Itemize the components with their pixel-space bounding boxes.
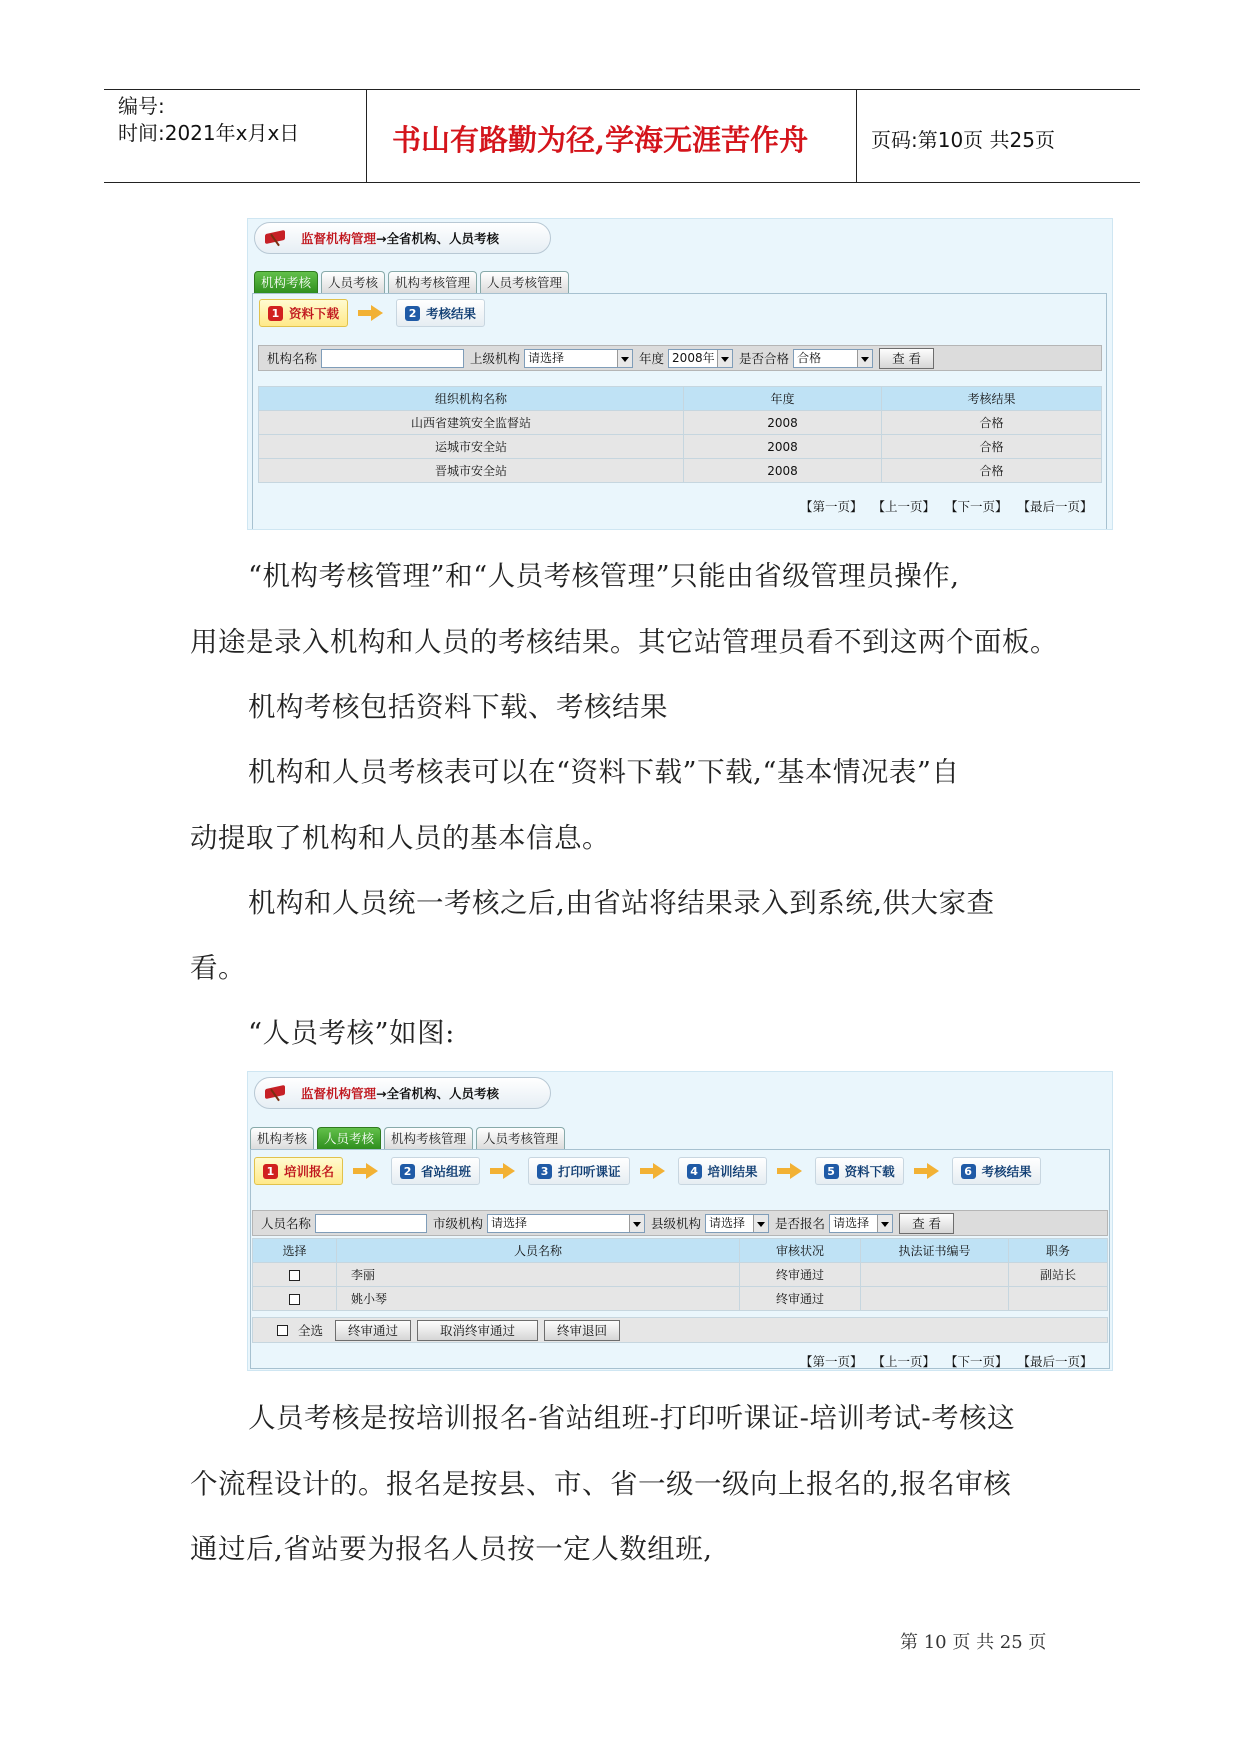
year-select[interactable]: 2008年 — [668, 349, 733, 368]
org-name-input[interactable] — [321, 349, 464, 368]
step-label: 培训报名 — [284, 1164, 335, 1179]
person-name-cell: 李丽 — [337, 1263, 740, 1287]
year-cell: 2008 — [684, 435, 882, 459]
tab-person-review-admin[interactable]: 人员考核管理 — [480, 271, 569, 293]
paragraph-2: 机构考核包括资料下载、考核结果 — [248, 691, 668, 723]
select-all-checkbox[interactable] — [277, 1325, 288, 1336]
first-page-link[interactable]: 【第一页】 — [800, 499, 863, 514]
checkbox[interactable] — [289, 1294, 300, 1305]
pass-select[interactable]: 合格 — [793, 349, 873, 368]
city-org-select[interactable]: 请选择 — [487, 1214, 645, 1233]
paragraph-4-line-2: 看。 — [190, 952, 246, 984]
table-row — [259, 435, 1102, 459]
column-header: 审核状况 — [740, 1239, 861, 1263]
step-number: 5 — [824, 1164, 839, 1179]
step-number: 1 — [263, 1164, 278, 1179]
result-cell: 合格 — [882, 435, 1102, 459]
step-label: 省站组班 — [421, 1164, 472, 1179]
tab-org-review[interactable]: 机构考核 — [254, 271, 318, 293]
pagination — [800, 1352, 1093, 1370]
column-header: 组织机构名称 — [259, 387, 684, 411]
breadcrumb-current: →全省机构、人员考核 — [376, 231, 499, 246]
step-download[interactable] — [259, 299, 348, 327]
step-class-grouping[interactable] — [391, 1157, 480, 1185]
result-cell: 合格 — [882, 411, 1102, 435]
final-approve-button[interactable]: 终审通过 — [335, 1320, 411, 1341]
next-page-link[interactable]: 【下一页】 — [945, 1354, 1008, 1369]
org-name-label: 机构名称 — [267, 351, 318, 366]
first-page-link[interactable]: 【第一页】 — [800, 1354, 863, 1369]
flag-icon — [265, 1086, 289, 1100]
paragraph-3-line-1: 机构和人员考核表可以在“资料下载”下载,“基本情况表”自 — [248, 756, 960, 788]
tab-person-review-admin[interactable]: 人员考核管理 — [476, 1127, 565, 1149]
paragraph-1-line-1: “机构考核管理”和“人员考核管理”只能由省级管理员操作, — [248, 560, 960, 592]
paragraph-6-line-3: 通过后,省站要为报名人员按一定人数组班, — [190, 1533, 713, 1565]
checkbox[interactable] — [289, 1270, 300, 1281]
parent-org-select[interactable]: 请选择 — [524, 349, 633, 368]
step-number: 4 — [687, 1164, 702, 1179]
org-name-cell: 山西省建筑安全监督站 — [259, 411, 684, 435]
page-info: 页码:第10页 共25页 — [871, 128, 1055, 152]
county-org-select[interactable]: 请选择 — [705, 1214, 769, 1233]
parent-org-label: 上级机构 — [470, 351, 521, 366]
status-cell: 终审通过 — [740, 1263, 861, 1287]
next-page-link[interactable]: 【下一页】 — [945, 499, 1008, 514]
tab-org-review[interactable]: 机构考核 — [250, 1127, 314, 1149]
table-row — [253, 1287, 1108, 1311]
arrow-right-icon — [353, 1163, 381, 1179]
position-cell: 副站长 — [1009, 1263, 1108, 1287]
step-label: 培训结果 — [707, 1164, 758, 1179]
table-row — [259, 411, 1102, 435]
step-label: 资料下载 — [289, 306, 340, 321]
tab-bar — [250, 1127, 565, 1149]
paragraph-1-line-2: 用途是录入机构和人员的考核结果。其它站管理员看不到这两个面板。 — [190, 626, 1058, 658]
arrow-right-icon — [358, 305, 386, 321]
paragraph-5: “人员考核”如图: — [248, 1017, 455, 1049]
person-name-cell: 姚小琴 — [337, 1287, 740, 1311]
tab-person-review[interactable]: 人员考核 — [321, 271, 385, 293]
arrow-right-icon — [490, 1163, 518, 1179]
paragraph-6-line-1: 人员考核是按培训报名-省站组班-打印听课证-培训考试-考核这 — [248, 1402, 1016, 1434]
org-result-table — [258, 386, 1102, 483]
tab-org-review-admin[interactable]: 机构考核管理 — [388, 271, 477, 293]
step-number: 1 — [268, 306, 283, 321]
number-label: 编号: — [118, 94, 165, 118]
motto: 书山有路勤为径,学海无涯苦作舟 — [392, 123, 809, 157]
prev-page-link[interactable]: 【上一页】 — [872, 1354, 936, 1369]
paragraph-6-line-2: 个流程设计的。报名是按县、市、省一级一级向上报名的,报名审核 — [190, 1468, 1012, 1500]
org-review-screenshot — [247, 218, 1113, 530]
select-all-label: 全选 — [298, 1323, 324, 1338]
row-select[interactable] — [253, 1263, 337, 1287]
column-header: 考核结果 — [882, 387, 1102, 411]
step-number: 6 — [961, 1164, 976, 1179]
breadcrumb-current: →全省机构、人员考核 — [376, 1086, 499, 1101]
column-header: 职务 — [1009, 1239, 1108, 1263]
search-bar — [252, 1210, 1108, 1236]
signed-up-label: 是否报名 — [775, 1216, 826, 1231]
step-bar — [254, 1157, 1041, 1185]
person-name-label: 人员名称 — [261, 1216, 312, 1231]
column-header: 年度 — [684, 387, 882, 411]
year-cell: 2008 — [684, 411, 882, 435]
position-cell — [1009, 1287, 1108, 1311]
signed-up-select[interactable]: 请选择 — [829, 1214, 893, 1233]
table-row — [253, 1263, 1108, 1287]
breadcrumb-root[interactable]: 监督机构管理 — [301, 231, 377, 246]
step-training-result[interactable] — [678, 1157, 767, 1185]
cert-cell — [861, 1263, 1009, 1287]
view-button[interactable]: 查 看 — [879, 348, 934, 369]
cancel-final-approve-button[interactable]: 取消终审通过 — [417, 1320, 538, 1341]
step-training-signup[interactable] — [254, 1157, 343, 1185]
step-review-result[interactable] — [952, 1157, 1041, 1185]
cert-cell — [861, 1287, 1009, 1311]
view-button[interactable]: 查 看 — [899, 1213, 954, 1234]
result-cell: 合格 — [882, 459, 1102, 483]
last-page-link[interactable]: 【最后一页】 — [1017, 1354, 1093, 1369]
status-cell: 终审通过 — [740, 1287, 861, 1311]
header-top-rule — [104, 89, 1140, 90]
step-label: 资料下载 — [844, 1164, 895, 1179]
step-number: 2 — [400, 1164, 415, 1179]
pagination — [800, 497, 1093, 515]
person-name-input[interactable] — [315, 1214, 427, 1233]
step-number: 3 — [537, 1164, 552, 1179]
city-org-label: 市级机构 — [433, 1216, 484, 1231]
final-reject-button[interactable]: 终审退回 — [544, 1320, 620, 1341]
arrow-right-icon — [640, 1163, 668, 1179]
year-label: 年度 — [639, 351, 665, 366]
time-label: 时间:2021年x月x日 — [118, 121, 300, 145]
step-number: 2 — [405, 306, 420, 321]
header-bottom-rule — [104, 182, 1140, 183]
column-header: 执法证书编号 — [861, 1239, 1009, 1263]
breadcrumb-root[interactable]: 监督机构管理 — [301, 1086, 377, 1101]
header-divider-left — [366, 89, 367, 183]
step-result[interactable] — [396, 299, 485, 327]
arrow-right-icon — [777, 1163, 805, 1179]
page-footer: 第 10 页 共 25 页 — [900, 1632, 1047, 1653]
prev-page-link[interactable]: 【上一页】 — [872, 499, 936, 514]
arrow-right-icon — [914, 1163, 942, 1179]
table-row — [259, 459, 1102, 483]
row-select[interactable] — [253, 1287, 337, 1311]
person-table — [252, 1238, 1108, 1311]
tab-person-review[interactable]: 人员考核 — [317, 1127, 381, 1149]
header-divider-right — [856, 89, 857, 183]
flag-icon — [265, 231, 289, 245]
tab-bar — [254, 271, 569, 293]
column-header: 选择 — [253, 1239, 337, 1263]
county-org-label: 县级机构 — [651, 1216, 702, 1231]
person-review-screenshot — [247, 1071, 1113, 1371]
search-bar — [258, 345, 1102, 371]
org-name-cell: 运城市安全站 — [259, 435, 684, 459]
pass-label: 是否合格 — [739, 351, 790, 366]
column-header: 人员名称 — [337, 1239, 740, 1263]
step-print-pass[interactable] — [528, 1157, 630, 1185]
org-name-cell: 晋城市安全站 — [259, 459, 684, 483]
step-label: 考核结果 — [981, 1164, 1032, 1179]
last-page-link[interactable]: 【最后一页】 — [1017, 499, 1093, 514]
breadcrumb — [254, 1077, 551, 1109]
step-label: 考核结果 — [426, 306, 477, 321]
breadcrumb — [254, 222, 551, 254]
step-download[interactable] — [815, 1157, 904, 1185]
tab-org-review-admin[interactable]: 机构考核管理 — [384, 1127, 473, 1149]
step-label: 打印听课证 — [558, 1164, 621, 1179]
paragraph-3-line-2: 动提取了机构和人员的基本信息。 — [190, 822, 610, 854]
step-bar — [259, 299, 485, 327]
year-cell: 2008 — [684, 459, 882, 483]
action-bar — [252, 1317, 1108, 1343]
paragraph-4-line-1: 机构和人员统一考核之后,由省站将结果录入到系统,供大家查 — [248, 887, 995, 919]
